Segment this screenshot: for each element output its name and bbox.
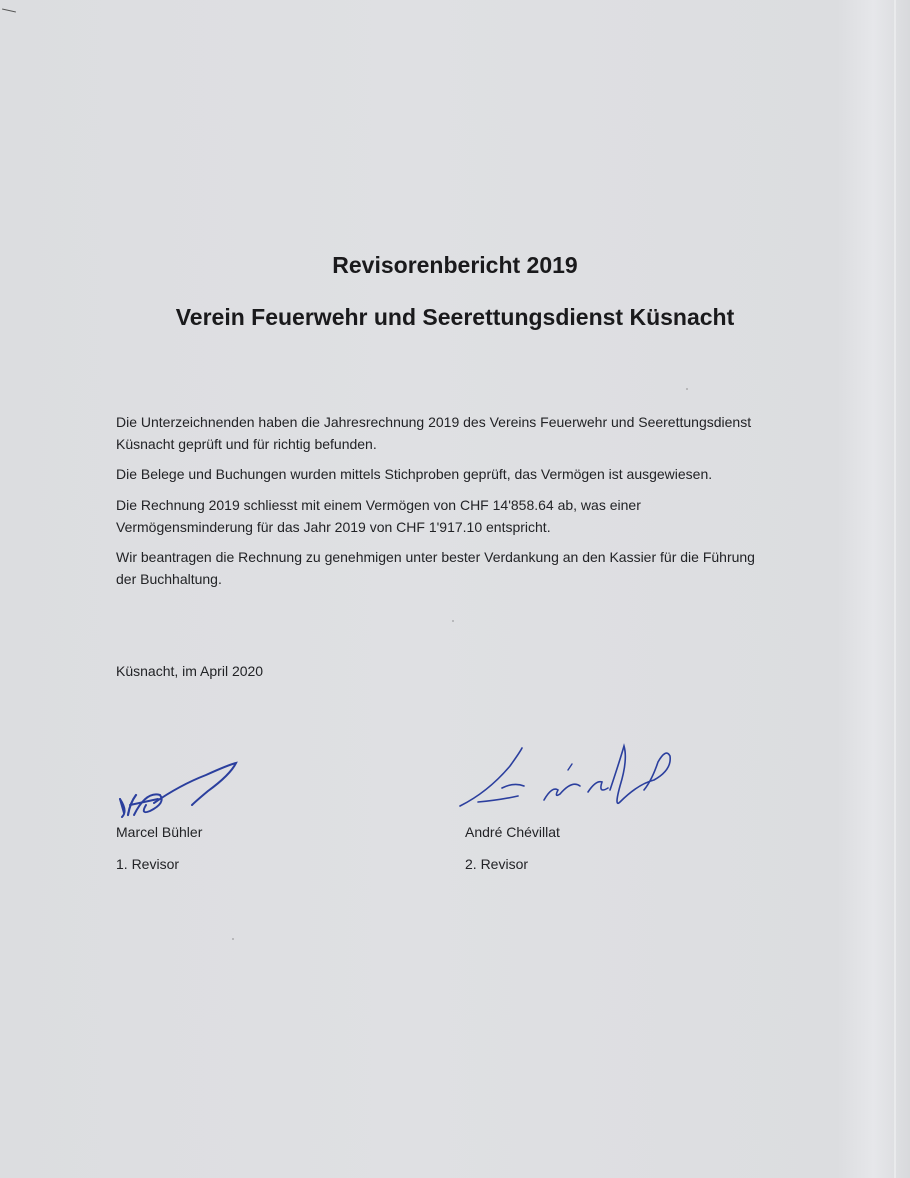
scan-artifact <box>2 9 16 13</box>
signature-andre-chevillat <box>448 740 688 830</box>
signer-name: André Chévillat <box>465 824 560 840</box>
paragraph-3: Die Rechnung 2019 schliesst mit einem Vermögen von CHF 14'858.64 ab, was einer Vermögensminderung für das Jahr 2019 von CHF 1'917.10 entspricht. <box>116 497 641 535</box>
paragraph-2: Die Belege und Buchungen wurden mittels Stichproben geprüft, das Vermögen ist ausgewiesen. <box>116 466 713 482</box>
signer-block-1 <box>116 822 202 874</box>
signer-name: Marcel Bühler <box>116 824 203 840</box>
signer-block-2 <box>465 822 560 874</box>
scan-speck <box>232 938 234 940</box>
document-subtitle: Verein Feuerwehr und Seerettungsdienst Küsnacht <box>175 304 735 330</box>
scan-speck <box>686 388 688 390</box>
signer-role: 2. Revisor <box>465 856 529 872</box>
signer-role: 1. Revisor <box>116 856 180 872</box>
page-edge <box>894 0 896 1178</box>
paragraph-1: Die Unterzeichnenden haben die Jahresrechnung 2019 des Vereins Feuerwehr und Seerettungsdienst Küsnacht geprüft und für richtig befunden. <box>116 414 752 452</box>
scan-speck <box>452 620 454 622</box>
document-title: Revisorenbericht 2019 <box>332 252 578 278</box>
signature-marcel-buehler <box>110 755 250 830</box>
paragraph-4: Wir beantragen die Rechnung zu genehmigen unter bester Verdankung an den Kassier für die Führung der Buchhaltung. <box>116 549 755 587</box>
place-and-date: Küsnacht, im April 2020 <box>116 663 264 679</box>
